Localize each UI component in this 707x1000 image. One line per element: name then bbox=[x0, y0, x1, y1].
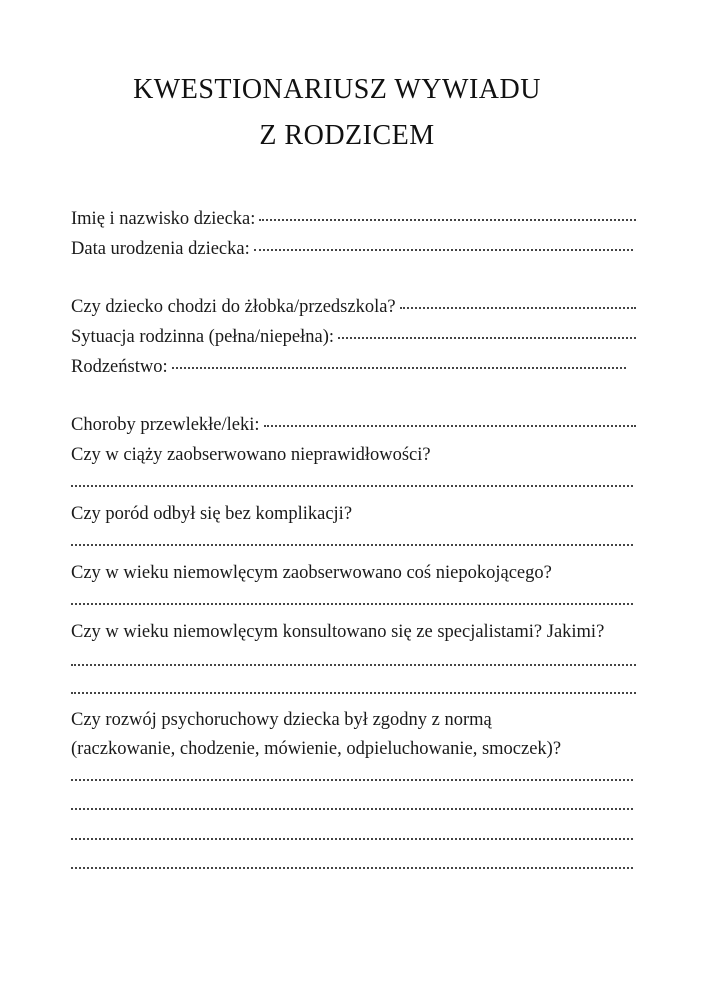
question-label: Czy w wieku niemowlęcym zaobserwowano coś niepokojącego? bbox=[71, 563, 552, 583]
question-label: Czy poród odbył się bez komplikacji? bbox=[71, 504, 353, 524]
field-birth-date[interactable] bbox=[71, 238, 633, 260]
answer-line[interactable] bbox=[259, 218, 636, 221]
answer-line-birth[interactable] bbox=[71, 544, 633, 546]
title-line-2: Z RODZICEM bbox=[259, 120, 435, 151]
question-label: Czy w wieku niemowlęcym konsultowano się ze specjalistami? Jakimi? bbox=[71, 622, 605, 642]
answer-line[interactable] bbox=[254, 248, 633, 251]
question-development-cont bbox=[71, 738, 641, 760]
answer-line[interactable] bbox=[400, 306, 636, 309]
answer-line-development-3[interactable] bbox=[71, 838, 633, 840]
field-chronic-diseases[interactable] bbox=[71, 414, 636, 436]
question-label: Czy w ciąży zaobserwowano nieprawidłowości? bbox=[71, 445, 431, 465]
title-line-1: KWESTIONARIUSZ WYWIADU bbox=[133, 74, 541, 105]
question-development bbox=[71, 709, 636, 731]
answer-line-development-4[interactable] bbox=[71, 867, 633, 869]
answer-line[interactable] bbox=[338, 336, 636, 339]
field-label: Czy dziecko chodzi do żłobka/przedszkola? bbox=[71, 297, 396, 317]
field-child-name[interactable] bbox=[71, 208, 636, 230]
field-label: Data urodzenia dziecka: bbox=[71, 239, 250, 259]
answer-line[interactable] bbox=[264, 424, 636, 427]
answer-line-infancy-concerns[interactable] bbox=[71, 603, 633, 605]
field-family-situation[interactable] bbox=[71, 326, 636, 348]
question-specialists bbox=[71, 621, 641, 643]
field-siblings[interactable] bbox=[71, 356, 626, 378]
answer-line-pregnancy[interactable] bbox=[71, 485, 633, 487]
answer-line[interactable] bbox=[172, 366, 626, 369]
field-label: Sytuacja rodzinna (pełna/niepełna): bbox=[71, 327, 335, 347]
answer-line-development-1[interactable] bbox=[71, 779, 633, 781]
field-nursery[interactable] bbox=[71, 296, 636, 318]
question-birth bbox=[71, 503, 636, 525]
field-label: Rodzeństwo: bbox=[71, 357, 168, 377]
field-label: Choroby przewlekłe/leki: bbox=[71, 415, 260, 435]
question-pregnancy bbox=[71, 444, 636, 466]
answer-line-specialists-1[interactable] bbox=[71, 664, 636, 666]
answer-line-development-2[interactable] bbox=[71, 808, 633, 810]
question-label: Czy rozwój psychoruchowy dziecka był zgodny z normą bbox=[71, 710, 492, 730]
question-infancy-concerns bbox=[71, 562, 636, 584]
question-label: (raczkowanie, chodzenie, mówienie, odpieluchowanie, smoczek)? bbox=[71, 739, 562, 759]
field-label: Imię i nazwisko dziecka: bbox=[71, 209, 256, 229]
answer-line-specialists-2[interactable] bbox=[71, 692, 636, 694]
